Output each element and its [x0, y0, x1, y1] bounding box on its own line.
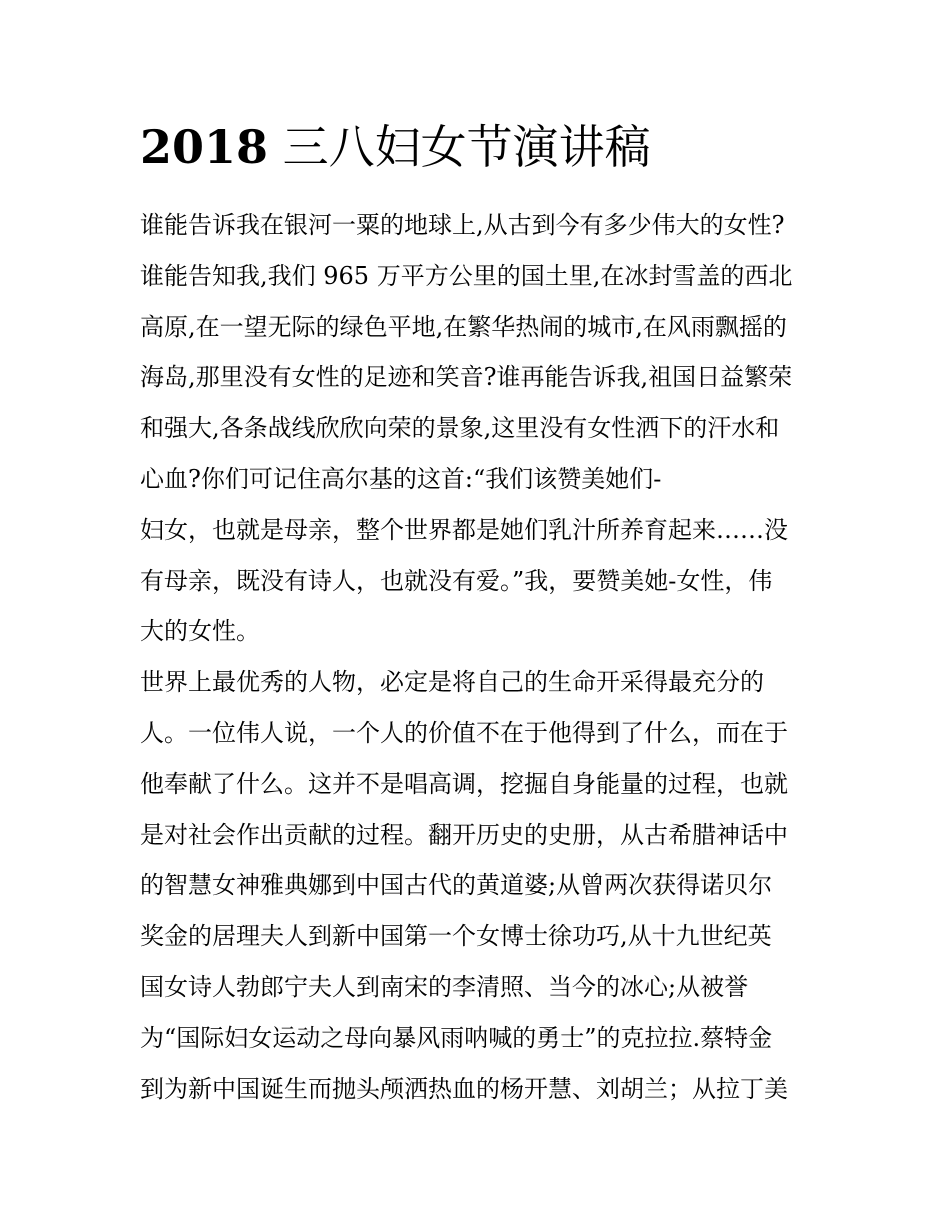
text-line: 海岛,那里没有女性的足迹和笑音?谁再能告诉我,祖国日益繁荣 — [140, 363, 793, 392]
text-line: 是对社会作出贡献的过程。翻开历史的史册，从古希腊神话中 — [140, 820, 788, 849]
text-line: 的智慧女神雅典娜到中国古代的黄道婆;从曾两次获得诺贝尔 — [140, 871, 773, 900]
speech-body — [140, 200, 820, 1114]
text-line: 和强大,各条战线欣欣向荣的景象,这里没有女性洒下的汗水和 — [140, 414, 780, 443]
text-line: 人。一位伟人说，一个人的价值不在于他得到了什么，而在于 — [140, 718, 788, 747]
text-line: 国女诗人勃郎宁夫人到南宋的李清照、当今的冰心;从被誉 — [140, 972, 749, 1001]
page-title — [140, 112, 651, 182]
text-line: 到为新中国诞生而抛头颅洒热血的杨开慧、刘胡兰；从拉丁美 — [140, 1074, 788, 1103]
text-line: 妇女，也就是母亲，整个世界都是她们乳汁所养育起来……没 — [140, 515, 788, 544]
text-line: 心血?你们可记住高尔基的这首:“我们该赞美她们- — [140, 464, 662, 493]
title-text: 三八妇女节演讲稿 — [268, 120, 651, 174]
text-line: 他奉献了什么。这并不是唱高调，挖掘自身能量的过程，也就 — [140, 769, 788, 798]
text-line: 大的女性。 — [140, 617, 260, 646]
text-line: 有母亲，既没有诗人，也就没有爱。”我，要赞美她-女性，伟 — [140, 566, 773, 595]
text-line: 谁能告诉我在银河一粟的地球上,从古到今有多少伟大的女性? — [140, 211, 785, 239]
title-year: 2018 — [140, 120, 269, 174]
text-line: 谁能告知我,我们 965 万平方公里的国土里,在冰封雪盖的西北 — [140, 261, 793, 290]
text-line: 为“国际妇女运动之母向暴风雨呐喊的勇士”的克拉拉.蔡特金 — [140, 1023, 773, 1052]
text-line: 奖金的居理夫人到新中国第一个女博士徐功巧,从十九世纪英 — [140, 922, 772, 951]
text-line: 高原,在一望无际的绿色平地,在繁华热闹的城市,在风雨飘摇的 — [140, 312, 787, 341]
text-line: 世界上最优秀的人物，必定是将自己的生命开采得最充分的 — [140, 668, 764, 697]
